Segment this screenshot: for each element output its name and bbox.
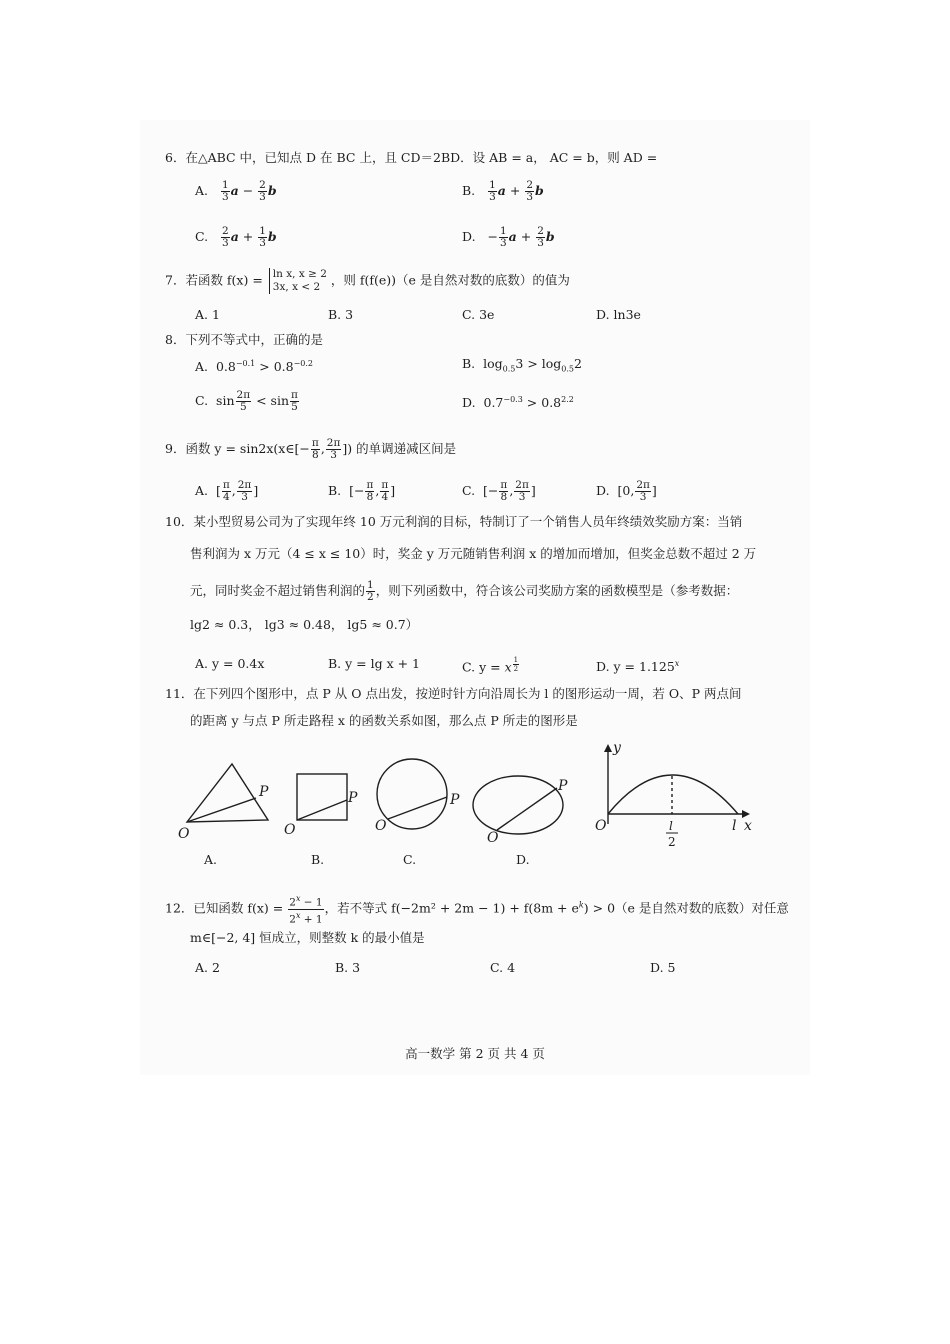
- q9-option-b: B. [− $\frac{\pi}{8}$ , $\frac{\pi}{4}$ ]: [328, 479, 396, 503]
- figure-c-segment: [388, 797, 447, 819]
- q8-option-a: A. $0.8^{-0.1} > 0.8^{-0.2}$: [195, 359, 314, 375]
- page-footer: 高一数学 第 2 页 共 4 页: [405, 1046, 545, 1061]
- q12-option-d: D. 5: [650, 960, 676, 975]
- figure-c-circle: [377, 759, 447, 829]
- figure-b-segment: [297, 800, 347, 820]
- figure-c-p-label: P: [450, 792, 460, 808]
- q9-stem: 9．函数 y = sin2x(x∈[− $\frac{\pi}{8}$ , $\frac{2\pi}{3}$ ]) 的单调递减区间是: [165, 437, 457, 461]
- q12-option-b: B. 3: [335, 960, 361, 975]
- q11-line1: 11．在下列四个图形中，点 P 从 O 点出发，按逆时针方向沿周长为 l 的图形运动一周，若 O、P 两点间: [165, 686, 742, 701]
- q7-option-a: A. 1: [195, 307, 220, 322]
- q6-option-c: C. $\frac{2}{3}$ a + $\frac{1}{3}$ b: [195, 225, 277, 249]
- figure-a-o-label: O: [178, 826, 190, 842]
- graph-half-l-den: 2: [668, 835, 676, 849]
- q7-option-c: C. 3e: [462, 307, 495, 322]
- q10-line2: 售利润为 x 万元（4 ≤ x ≤ 10）时，奖金 y 万元随销售利润 x 的增加而增加，但奖金总数不超过 2 万: [190, 546, 757, 561]
- q10-line1: 10．某小型贸易公司为了实现年终 10 万元利润的目标，特制订了一个销售人员年终绩效奖励方案：当销: [165, 514, 743, 529]
- figure-d-label: D.: [516, 852, 530, 867]
- q6-stem-text: 6．在△ABC 中，已知点 D 在 BC 上，且 CD＝2BD．设 AB = a， AC = b，则 AD =: [165, 150, 658, 165]
- q6-option-a: A. $\frac{1}{3}$ a − $\frac{2}{3}$ b: [195, 179, 277, 203]
- q9-option-a: A. [ $\frac{\pi}{4}$ , $\frac{2\pi}{3}$ ]: [195, 479, 259, 503]
- figure-c-label: C.: [403, 852, 417, 867]
- figure-a-p-label: P: [259, 784, 269, 800]
- graph-x-label: x: [744, 818, 752, 834]
- q7-piecewise: ln x, x ≥ 2 3x, x < 2: [269, 268, 327, 294]
- q10-option-b: B. y = lg x + 1: [328, 656, 421, 671]
- q9-option-c: C. [− $\frac{\pi}{8}$ , $\frac{2\pi}{3}$ ]: [462, 479, 536, 503]
- q9-option-d: D. [0, $\frac{2\pi}{3}$ ]: [596, 479, 657, 503]
- figure-b-label: B.: [311, 852, 325, 867]
- graph-curve: [608, 775, 738, 814]
- q12-option-a: A. 2: [195, 960, 220, 975]
- q10-option-d: D. $y = 1.125^x$: [596, 659, 680, 675]
- q7-stem: 7．若函数 f(x) = ln x, x ≥ 2 3x, x < 2 ，则 f(f(e))（e 是自然对数的底数）的值为: [165, 268, 570, 293]
- figure-b-square: [297, 774, 347, 820]
- figure-d-o-label: O: [487, 830, 499, 846]
- q12-line2: m∈[−2, 4] 恒成立，则整数 k 的最小值是: [190, 930, 425, 945]
- q6-option-d: D. − $\frac{1}{3}$ a + $\frac{2}{3}$ b: [462, 225, 555, 249]
- graph-o-label: O: [595, 818, 607, 834]
- q12-line1: 12．已知函数 f(x) = $\frac{2^x - 1}{2^x + 1}$ ，若不等式 $f(-2m^2 + 2m - 1) + f(8m + e^k) > 0(e$ 是自然对数的底数）对任意: [165, 894, 789, 925]
- graph-l-label: l: [732, 818, 737, 834]
- figure-a-label: A.: [204, 852, 218, 867]
- figure-c-o-label: O: [375, 818, 387, 834]
- q10-line3: 元，同时奖金不超过销售利润的 $\frac{1}{2}$ ，则下列函数中，符合该公司奖励方案的函数模型是（参考数据：: [190, 579, 739, 603]
- q8-option-b: B. $\log_{0.5}3 > \log_{0.5}2$: [462, 356, 582, 374]
- q7-option-d: D. ln3e: [596, 307, 641, 322]
- figure-d-segment: [497, 788, 557, 830]
- q11-line2: 的距离 y 与点 P 所走路程 x 的函数关系如图，那么点 P 所走的图形是: [190, 713, 578, 728]
- q8-stem: 8．下列不等式中，正确的是: [165, 332, 323, 347]
- figure-d-ellipse: [473, 776, 563, 834]
- q7-option-b: B. 3: [328, 307, 354, 322]
- figure-b-o-label: O: [284, 822, 296, 838]
- x-axis-arrow-icon: [742, 810, 750, 818]
- q10-option-a: A. y = 0.4x: [195, 656, 265, 671]
- q8-option-c: C. sin $\frac{2\pi}{5}$ < sin $\frac{\pi}{5}$: [195, 389, 298, 413]
- q10-option-c: C. y = x $^{\frac{1}{2}}$: [462, 656, 519, 675]
- figure-b-p-label: P: [348, 790, 358, 806]
- q8-option-d: D. $0.7^{-0.3} > 0.8^{2.2}$: [462, 395, 574, 411]
- graph-y-label: y: [613, 740, 621, 756]
- graph-half-l-num: l: [669, 819, 673, 833]
- q10-line4: lg2 ≈ 0.3， lg3 ≈ 0.48， lg5 ≈ 0.7）: [190, 617, 419, 632]
- y-axis-arrow-icon: [604, 744, 612, 752]
- figure-d-p-label: P: [558, 778, 568, 794]
- q12-option-c: C. 4: [490, 960, 516, 975]
- q6-option-b: B. $\frac{1}{3}$ a + $\frac{2}{3}$ b: [462, 179, 544, 203]
- figure-a-segment: [187, 798, 256, 822]
- figure-a-triangle: [187, 764, 268, 822]
